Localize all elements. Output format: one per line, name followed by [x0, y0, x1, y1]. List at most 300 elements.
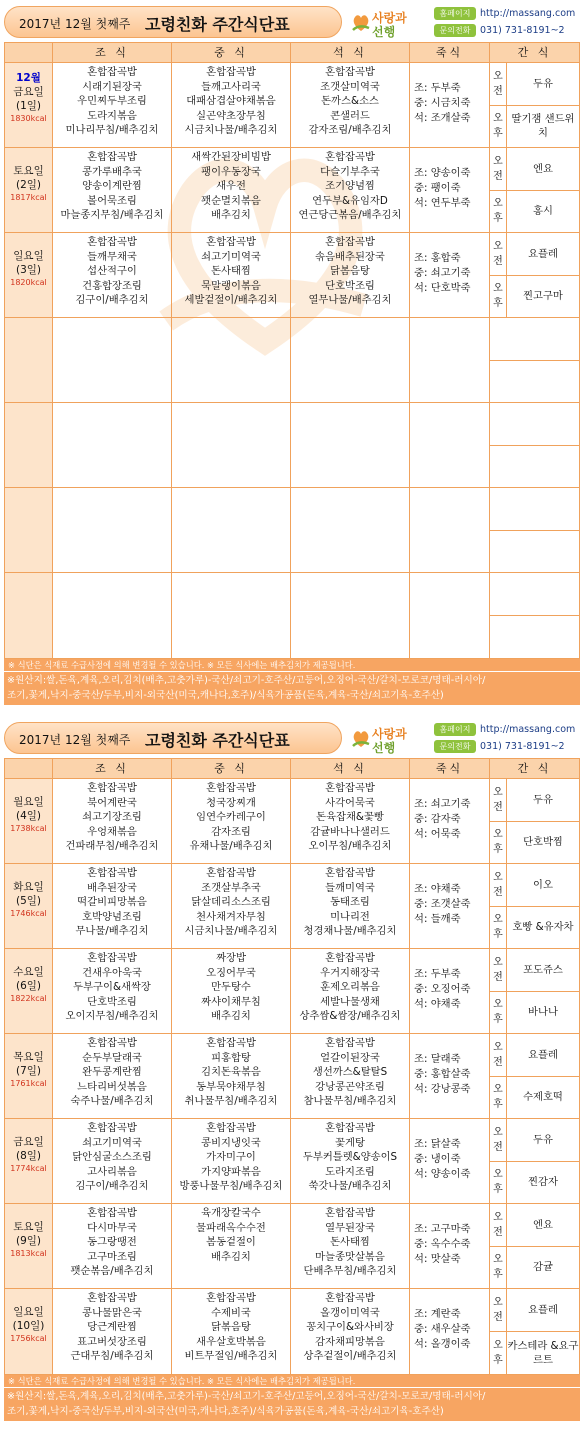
- day-date: (3일): [15, 264, 42, 276]
- menu-item: 다시마무국: [87, 1221, 137, 1234]
- lunch-cell: [172, 1289, 291, 1374]
- porridge-item: 조: 홍합죽: [414, 252, 461, 264]
- menu-item: 가지양파볶음: [201, 1165, 261, 1178]
- snack-am: [490, 779, 579, 822]
- day-date: (8일): [15, 1150, 42, 1162]
- menu-item: 근대무침/배추김치: [70, 1350, 154, 1363]
- lunch-cell: [172, 488, 291, 572]
- breakfast-cell: [53, 63, 172, 147]
- menu-item: 혼합잡곡밥: [87, 1207, 137, 1219]
- menu-item: 혼합잡곡밥: [325, 1207, 375, 1219]
- porridge-item: 중: 팽이죽: [414, 182, 461, 194]
- menu-item: 콩가루배추국: [82, 165, 142, 178]
- brand-logo: [350, 8, 414, 38]
- menu-item: 조갯살미역국: [320, 80, 380, 93]
- menu-item: 들깨무채국: [87, 250, 137, 263]
- snack-am: [490, 1119, 579, 1162]
- snack-item: 요플레: [528, 247, 558, 260]
- snack-am: [490, 1289, 579, 1332]
- snack-cell: [490, 949, 579, 1033]
- notice-bar: ※ 식단은 식재료 수급사정에 의해 변경될 수 있습니다. ※ 모든 식사에는 배추김치가 제공됩니다.: [4, 659, 580, 671]
- menu-item: 꽁치구이&와사비장: [306, 1321, 394, 1334]
- column-header-row: [5, 759, 579, 779]
- origin-line-2: 조기,꽃게,낙지-중국산/두부,비지-외국산(미국,캐나다,호주)/식육가공품(돈육,계육-국산/쇠고기육-호주산): [7, 690, 444, 701]
- snack-time-label: [490, 992, 507, 1034]
- menu-item: 혼합잡곡밥: [325, 151, 375, 163]
- menu-item: 표고버섯장조림: [77, 1335, 147, 1348]
- menu-item: 감자조림: [211, 825, 251, 838]
- menu-item: 혼합잡곡밥: [325, 782, 375, 794]
- day-cell: [5, 1119, 53, 1203]
- snack-time-char: 후: [493, 1269, 503, 1281]
- porridge-cell: [410, 318, 490, 402]
- snack-time-char: 오: [493, 155, 503, 167]
- col-head-porridge: 죽식: [410, 43, 490, 62]
- menu-item: 연두부&유임자D: [312, 194, 388, 207]
- col-head-snack: 간 식: [517, 46, 552, 59]
- menu-item: 조기양념찜: [325, 180, 375, 193]
- menu-item: 세발나물생채: [320, 995, 380, 1008]
- snack-time-char: 전: [493, 1141, 503, 1153]
- menu-item: 마늘종지무침/배추김치: [60, 209, 164, 222]
- snack-cell: [490, 1289, 579, 1374]
- snack-time-char: 오: [493, 1340, 503, 1351]
- menu-item: 우거지해장국: [320, 966, 380, 979]
- col-head-snack: 간 식: [517, 762, 552, 775]
- hand-heart-icon: [350, 726, 372, 750]
- logo-text-1: 사랑과: [372, 727, 407, 741]
- col-head-day: [5, 43, 53, 62]
- snack-pm: [490, 822, 579, 864]
- snack-pm: [490, 616, 579, 658]
- porridge-item: 중: 쇠고기죽: [414, 267, 471, 279]
- day-row: [5, 233, 579, 318]
- day-kcal: 1761kcal: [10, 1079, 47, 1088]
- col-head-dinner: 석 식: [291, 43, 410, 62]
- breakfast-cell: [53, 233, 172, 317]
- dinner-cell: [291, 949, 410, 1033]
- snack-pm: [490, 907, 579, 949]
- snack-time-char: 오: [493, 871, 503, 883]
- homepage-badge: 홈페이지: [434, 723, 476, 736]
- day-kcal: 1822kcal: [10, 994, 47, 1003]
- snack-time-label: [490, 233, 507, 275]
- porridge-item: 조: 달래죽: [414, 1053, 461, 1065]
- menu-table: [4, 758, 580, 1375]
- breakfast-cell: [53, 573, 172, 658]
- snack-am: [490, 488, 579, 531]
- dinner-cell: [291, 1204, 410, 1288]
- snack-item: 바나나: [528, 1006, 558, 1019]
- snack-time-char: 오: [493, 70, 503, 82]
- menu-item: 방풍나물무침/배추김치: [179, 1180, 283, 1193]
- menu-item: 비트무절임/배추김치: [184, 1350, 278, 1363]
- menu-item: 들깨고사리국: [201, 80, 261, 93]
- menu-item: 시래기된장국: [82, 80, 142, 93]
- title-banner: [4, 6, 342, 38]
- menu-item: 김구이/배추김치: [75, 294, 149, 307]
- menu-item: 올갱이미역국: [320, 1306, 380, 1319]
- snack-pm: [490, 191, 579, 233]
- snack-item: 엔요: [533, 1218, 553, 1231]
- snack-time-label: [490, 191, 507, 233]
- snack-am: [490, 1034, 579, 1077]
- menu-item: 닭살데리소스조림: [191, 896, 271, 909]
- day-date: (5일): [15, 895, 42, 907]
- snack-item: 감귤: [533, 1261, 553, 1274]
- menu-item: 순두부달래국: [82, 1051, 142, 1064]
- snack-time-char: 전: [493, 801, 503, 813]
- phone-badge: 문의전화: [434, 740, 476, 753]
- snack-cell: [490, 488, 579, 572]
- menu-item: 혼합잡곡밥: [87, 151, 137, 163]
- menu-item: 세발겉절이/배추김치: [184, 294, 278, 307]
- menu-item: 혼합잡곡밥: [87, 1122, 137, 1134]
- menu-item: 혼합잡곡밥: [87, 236, 137, 248]
- porridge-item: 중: 냉이죽: [414, 1153, 461, 1165]
- menu-item: 단호박조림: [325, 279, 375, 292]
- menu-item: 혼합잡곡밥: [325, 1122, 375, 1134]
- empty-row: [5, 488, 579, 573]
- breakfast-cell: [53, 1204, 172, 1288]
- col-head-breakfast: 조 식: [53, 43, 172, 62]
- menu-item: 우민찌두부조림: [77, 95, 147, 108]
- snack-time-label: [490, 1034, 507, 1076]
- menu-item: 콩비지냉잇국: [201, 1136, 261, 1149]
- day-date: (4일): [15, 810, 42, 822]
- sheet-header: [4, 718, 580, 758]
- snack-pm: [490, 446, 579, 488]
- porridge-cell: [410, 488, 490, 572]
- day-kcal: 1746kcal: [10, 909, 47, 918]
- porridge-item: 조: 양송이죽: [414, 167, 471, 179]
- porridge-item: 중: 옥수수죽: [414, 1238, 471, 1250]
- porridge-cell: [410, 1204, 490, 1288]
- porridge-cell: [410, 864, 490, 948]
- day-cell: [5, 318, 53, 402]
- porridge-cell: [410, 63, 490, 147]
- menu-item: 혼합잡곡밥: [206, 66, 256, 78]
- menu-item: 묵말랭이볶음: [201, 279, 261, 292]
- snack-time-label: [490, 1247, 507, 1289]
- snack-time-char: 오: [493, 1169, 503, 1181]
- menu-item: 짜샤이채무침: [201, 995, 261, 1008]
- menu-item: 미나리전: [330, 910, 370, 923]
- menu-item: 수제비국: [211, 1306, 251, 1319]
- dinner-cell: [291, 573, 410, 658]
- dinner-cell: [291, 864, 410, 948]
- menu-item: 혼합잡곡밥: [325, 236, 375, 248]
- snack-time-char: 후: [493, 298, 503, 310]
- day-row: [5, 148, 579, 233]
- title-banner: [4, 722, 342, 754]
- homepage-link[interactable]: http://massang.com: [480, 724, 576, 735]
- menu-item: 섭산적구이: [87, 265, 137, 278]
- snack-am: [490, 318, 579, 361]
- day-row: [5, 63, 579, 148]
- menu-item: 닭볶음탕: [211, 1321, 251, 1334]
- snack-item: 요플레: [528, 1304, 558, 1316]
- menu-item: 배추된장국: [87, 881, 137, 894]
- porridge-item: 석: 단호박죽: [414, 282, 471, 294]
- day-kcal: 1820kcal: [10, 278, 47, 287]
- snack-item: 단호박찜: [523, 836, 563, 849]
- breakfast-cell: [53, 1119, 172, 1203]
- snack-time-char: 오: [493, 283, 503, 295]
- lunch-cell: [172, 1034, 291, 1118]
- menu-item: 김치돈육볶음: [201, 1066, 261, 1079]
- porridge-cell: [410, 403, 490, 487]
- menu-item: 새싹간된장비빔밥: [191, 151, 271, 163]
- snack-time-label: [490, 276, 507, 318]
- snack-time-label: [490, 148, 507, 190]
- menu-item: 건파래무침/배추김치: [65, 840, 159, 853]
- day-row: [5, 1289, 579, 1374]
- col-head-breakfast: 조 식: [53, 759, 172, 778]
- day-cell: [5, 864, 53, 948]
- menu-item: 쇠고기미역국: [201, 250, 261, 263]
- snack-cell: [490, 63, 579, 147]
- snack-time-char: 후: [493, 1014, 503, 1026]
- menu-item: 혼합잡곡밥: [206, 867, 256, 879]
- menu-item: 팽이우동장국: [201, 165, 261, 178]
- menu-item: 완두콩계란찜: [82, 1066, 142, 1079]
- menu-item: 꽷순멸치볶음: [201, 194, 261, 207]
- homepage-link[interactable]: http://massang.com: [480, 8, 576, 19]
- menu-item: 혼합잡곡밥: [87, 1037, 137, 1049]
- day-date: (9일): [15, 1235, 42, 1247]
- dinner-cell: [291, 779, 410, 863]
- menu-item: 오징어무국: [206, 966, 256, 979]
- page-title: 고령친화 주간식단표: [145, 15, 290, 34]
- snack-time-label: [490, 1162, 507, 1204]
- lunch-cell: [172, 318, 291, 402]
- porridge-cell: [410, 1119, 490, 1203]
- menu-item: 우엉채볶음: [87, 825, 137, 838]
- logo-text-1: 사랑과: [372, 11, 407, 25]
- menu-item: 혼합잡곡밥: [206, 1037, 256, 1049]
- menu-item: 혼합잡곡밥: [87, 867, 137, 879]
- menu-item: 취나물무침/배추김치: [184, 1095, 278, 1108]
- snack-time-char: 후: [493, 213, 503, 225]
- porridge-item: 조: 두부죽: [414, 82, 461, 94]
- origin-info: [4, 671, 580, 705]
- day-cell: [5, 1289, 53, 1374]
- porridge-item: 석: 야채죽: [414, 998, 461, 1010]
- dinner-cell: [291, 1119, 410, 1203]
- day-date: (6일): [15, 980, 42, 992]
- menu-item: 건새우아욱국: [82, 966, 142, 979]
- porridge-cell: [410, 573, 490, 658]
- day-cell: [5, 779, 53, 863]
- menu-item: 혼합잡곡밥: [325, 66, 375, 78]
- snack-item: 수제호떡: [523, 1091, 563, 1104]
- snack-time-char: 전: [493, 170, 503, 182]
- snack-item: 두유: [533, 1133, 553, 1146]
- day-name: 토요일: [13, 1221, 44, 1233]
- menu-item: 혼합잡곡밥: [87, 952, 137, 964]
- menu-item: 청국장찌개: [206, 796, 256, 809]
- day-name: 목요일: [13, 1051, 44, 1063]
- col-head-lunch: 중 식: [172, 43, 291, 62]
- snack-item: 찐고구마: [523, 290, 563, 303]
- snack-cell: [490, 318, 579, 402]
- menu-item: 조갯살부추국: [201, 881, 261, 894]
- menu-item: 돈사태찜: [211, 265, 251, 278]
- lunch-cell: [172, 233, 291, 317]
- menu-item: 임연수카레구이: [196, 811, 266, 824]
- day-name: 금요일: [13, 86, 44, 98]
- snack-time-label: [490, 949, 507, 991]
- menu-item: 청경채나물/배추김치: [303, 925, 397, 938]
- porridge-item: 중: 오징어죽: [414, 983, 471, 995]
- porridge-item: 중: 시금치죽: [414, 97, 471, 109]
- menu-item: 육개장칼국수: [201, 1207, 261, 1219]
- lunch-cell: [172, 148, 291, 232]
- day-name: 일요일: [13, 1306, 44, 1318]
- menu-item: 열무나물/배추김치: [308, 294, 392, 307]
- sheet-header: [4, 2, 580, 42]
- lunch-cell: [172, 779, 291, 863]
- col-head-dinner: 석 식: [291, 759, 410, 778]
- snack-time-char: 오: [493, 1211, 503, 1223]
- menu-item: 고사리볶음: [87, 1165, 137, 1178]
- year-week-label: 2017년 12월 첫째주: [19, 733, 131, 747]
- porridge-item: 조: 쇠고기죽: [414, 798, 471, 810]
- menu-item: 혼합잡곡밥: [87, 1292, 137, 1304]
- menu-item: 배추김치: [211, 209, 251, 222]
- porridge-item: 석: 들깨죽: [414, 913, 461, 925]
- snack-time-char: 오: [493, 240, 503, 252]
- snack-time-char: 후: [493, 929, 503, 941]
- day-name: 일요일: [13, 250, 44, 262]
- menu-item: 무나물/배추김치: [75, 925, 149, 938]
- year-week-label: 2017년 12월 첫째주: [19, 17, 131, 31]
- day-name: 토요일: [13, 165, 44, 177]
- snack-time-char: 전: [493, 971, 503, 983]
- snack-item: 요플레: [528, 1048, 558, 1061]
- snack-time-char: 전: [493, 1226, 503, 1238]
- month-label: 12월: [16, 72, 41, 84]
- lunch-cell: [172, 573, 291, 658]
- snack-time-label: [490, 1204, 507, 1246]
- menu-item: 혼합잡곡밥: [325, 867, 375, 879]
- snack-pm: [490, 1247, 579, 1289]
- menu-item: 동그랑땡전: [87, 1236, 137, 1249]
- snack-item: 홍시: [533, 205, 553, 218]
- snack-am: [490, 63, 579, 106]
- snack-time-label: [490, 1332, 507, 1374]
- menu-item: 사각어묵국: [325, 796, 375, 809]
- menu-table: [4, 42, 580, 659]
- menu-item: 돈까스&소스: [321, 95, 379, 108]
- menu-item: 새우전: [216, 180, 246, 193]
- menu-item: 고구마조림: [87, 1250, 137, 1263]
- day-kcal: 1738kcal: [10, 824, 47, 833]
- day-cell: [5, 403, 53, 487]
- day-kcal: 1756kcal: [10, 1334, 47, 1343]
- column-header-row: [5, 43, 579, 63]
- snack-time-char: 오: [493, 1041, 503, 1053]
- origin-info: [4, 1387, 580, 1421]
- snack-cell: [490, 233, 579, 317]
- porridge-item: 중: 감자죽: [414, 813, 461, 825]
- col-head-day: [5, 759, 53, 778]
- day-kcal: 1817kcal: [10, 193, 47, 202]
- snack-time-char: 오: [493, 956, 503, 968]
- menu-item: 훈제오리볶음: [320, 981, 380, 994]
- menu-item: 돈사태찜: [330, 1236, 370, 1249]
- menu-item: 쇠고기장조림: [82, 811, 142, 824]
- porridge-cell: [410, 1034, 490, 1118]
- menu-item: 호박양념조림: [82, 910, 142, 923]
- lunch-cell: [172, 1204, 291, 1288]
- col-head-lunch: 중 식: [172, 759, 291, 778]
- menu-item: 느타리버섯볶음: [77, 1080, 147, 1093]
- day-row: [5, 1119, 579, 1204]
- menu-item: 콩나물맑은국: [82, 1306, 142, 1319]
- menu-item: 물파래옥수수전: [196, 1221, 266, 1234]
- porridge-item: 석: 올갱이죽: [414, 1338, 471, 1350]
- snack-item: 이오: [533, 878, 553, 891]
- porridge-cell: [410, 949, 490, 1033]
- col-head-porridge: 죽식: [410, 759, 490, 778]
- menu-item: 시금치나물/배추김치: [184, 124, 278, 137]
- menu-item: 배추김치: [211, 1250, 251, 1263]
- menu-item: 감자채피망볶음: [315, 1335, 385, 1348]
- snack-time-char: 후: [493, 1184, 503, 1196]
- snack-cell: [490, 148, 579, 232]
- menu-item: 다슬기부추국: [320, 165, 380, 178]
- breakfast-cell: [53, 1289, 172, 1374]
- snack-pm: [490, 1162, 579, 1204]
- porridge-item: 중: 홍합살죽: [414, 1068, 471, 1080]
- snack-pm: [490, 106, 579, 148]
- day-row: [5, 1034, 579, 1119]
- menu-item: 배추김치: [211, 1010, 251, 1023]
- snack-time-char: 오: [493, 198, 503, 210]
- snack-time-char: 전: [493, 1056, 503, 1068]
- menu-item: 양송이계란찜: [82, 180, 142, 193]
- menu-item: 실곤약초장무침: [196, 109, 266, 122]
- snack-pm: [490, 361, 579, 403]
- snack-time-label: [490, 1119, 507, 1161]
- hand-heart-icon: [350, 10, 372, 34]
- menu-item: 동부묵야채무침: [196, 1080, 266, 1093]
- menu-sheet-week1-a: [4, 2, 580, 705]
- porridge-item: 조: 계란죽: [414, 1308, 461, 1320]
- snack-time-label: [490, 1289, 507, 1331]
- origin-line-1: ※원산지:쌀,돈육,계육,오리,김치(배추,고춧가루)-국산/쇠고기-호주산/고등어,오징어-국산/갈치-모로코/명태-러시아/: [7, 675, 486, 686]
- breakfast-cell: [53, 318, 172, 402]
- menu-rows: [5, 779, 579, 1374]
- day-row: [5, 864, 579, 949]
- menu-item: 도라지볶음: [87, 109, 137, 122]
- lunch-cell: [172, 63, 291, 147]
- snack-item: 포도쥬스: [523, 963, 563, 976]
- menu-item: 혼합잡곡밥: [87, 782, 137, 794]
- empty-row: [5, 403, 579, 488]
- day-name: 수요일: [13, 966, 44, 978]
- dinner-cell: [291, 1034, 410, 1118]
- snack-time-char: 오: [493, 1254, 503, 1266]
- lunch-cell: [172, 1119, 291, 1203]
- snack-time-char: 오: [493, 1297, 503, 1308]
- menu-rows: [5, 63, 579, 658]
- menu-item: 시금치나물/배추김치: [184, 925, 278, 938]
- day-cell: [5, 148, 53, 232]
- porridge-item: 석: 연두부죽: [414, 197, 471, 209]
